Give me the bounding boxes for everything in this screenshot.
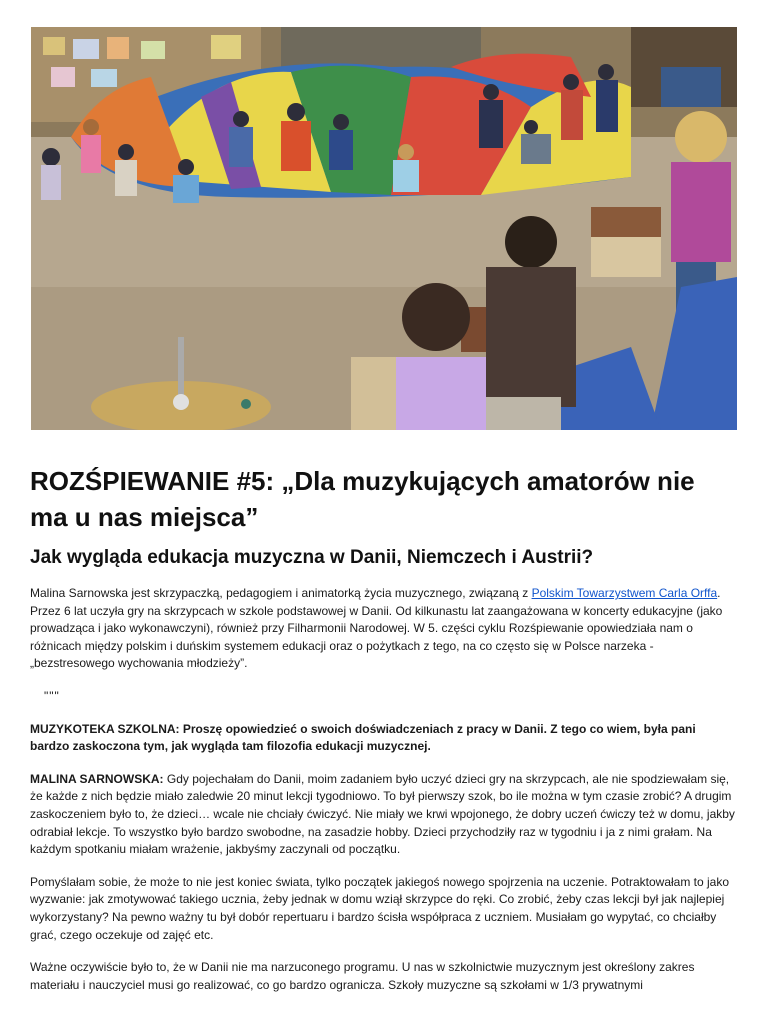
intro-paragraph xyxy=(30,585,738,673)
article-title: ROZŚPIEWANIE #5: „Dla muzykujących amatorów nie ma u nas miejsca” xyxy=(30,466,695,532)
orff-society-link[interactable]: Polskim Towarzystwem Carla Orffa xyxy=(531,586,718,600)
answer-speaker: MALINA SARNOWSKA: xyxy=(30,771,164,786)
section-separator: """ xyxy=(44,688,60,703)
article-body xyxy=(30,585,738,1009)
answer-paragraph-3: Ważne oczywiście było to, że w Danii nie ma narzuconego programu. U nas w szkolnictwie muzycznym jest określony zakres materiału i nauczyciel musi go realizować, co go bardzo ogranicza. Szkoły muzyczne są szkołami w 1/3 prywatnymi xyxy=(30,960,695,992)
intro-text-continued: . Przez 6 lat uczyła gry na skrzypcach w szkole podstawowej w Danii. Od kilkunastu lat zaangażowana w koncerty edukacyjne (jako prowadząca i jako wykonawczyni), również przy Filharmonii Narodowej. W 5. części cyklu Rozśpiewanie opowiedziała nam o różnicach między polskim i duńskim systemem edukacji oraz o pożytkach z tego, na co często się w Polsce narzeka - „bezstresowego wychowania młodzieży”. xyxy=(30,586,723,671)
answer-text: Gdy pojechałam do Danii, moim zadaniem było uczyć dzieci gry na skrzypcach, ale nie spodziewałam się, że każde z nich będzie miało zaledwie 20 minut lekcji tygodniowo. To był pierwszy szok, bo ile można w tym czasie zrobić? A drugim zaskoczeniem było to, że dzieci… wcale nie chciały ćwiczyć. Nie miały we krwi wpojonego, że dobry uczeń ćwiczy też w domu, jakby odrabiał lekcje. To wszystko było bardzo swobodne, na zasadzie hobby. Dzieci przychodziły raz w tygodniu i ja z nimi grałam. Na każdym spotkaniu miałam wrażenie, jakbyśmy zaczynali od początku. xyxy=(30,771,735,857)
answer-paragraph-2: Pomyślałam sobie, że może to nie jest koniec świata, tylko początek jakiegoś nowego spojrzenia na uczenie. Potraktowałam to jako wyzwanie: jak zmotywować takiego ucznia, żeby jednak w domu wziął skrzypce do ręki. Co zrobić, żeby czas lekcji był jak najlepiej wykorzystany? Na pewno ważny tu był dobór repertuaru i bardzo ścisła współpraca z uczniem. Musiałam go wypytać, co chciałby grać, czego oczekuje od zajęć etc. xyxy=(30,874,730,942)
interview-answer xyxy=(30,771,738,859)
article-photo xyxy=(31,27,737,430)
intro-text: Malina Sarnowska jest skrzypaczką, pedagogiem i animatorką życia muzycznego, związaną z xyxy=(30,586,532,600)
article-subtitle: Jak wygląda edukacja muzyczna w Danii, Niemczech i Austrii? xyxy=(30,547,594,568)
interview-question: MUZYKOTEKA SZKOLNA: Proszę opowiedzieć o swoich doświadczeniach z pracy w Danii. Z tego co wiem, była pani bardzo zaskoczona tym, jak wygląda tam filozofia edukacji muzycznej. xyxy=(30,721,696,754)
classroom-photo-icon xyxy=(31,27,737,430)
